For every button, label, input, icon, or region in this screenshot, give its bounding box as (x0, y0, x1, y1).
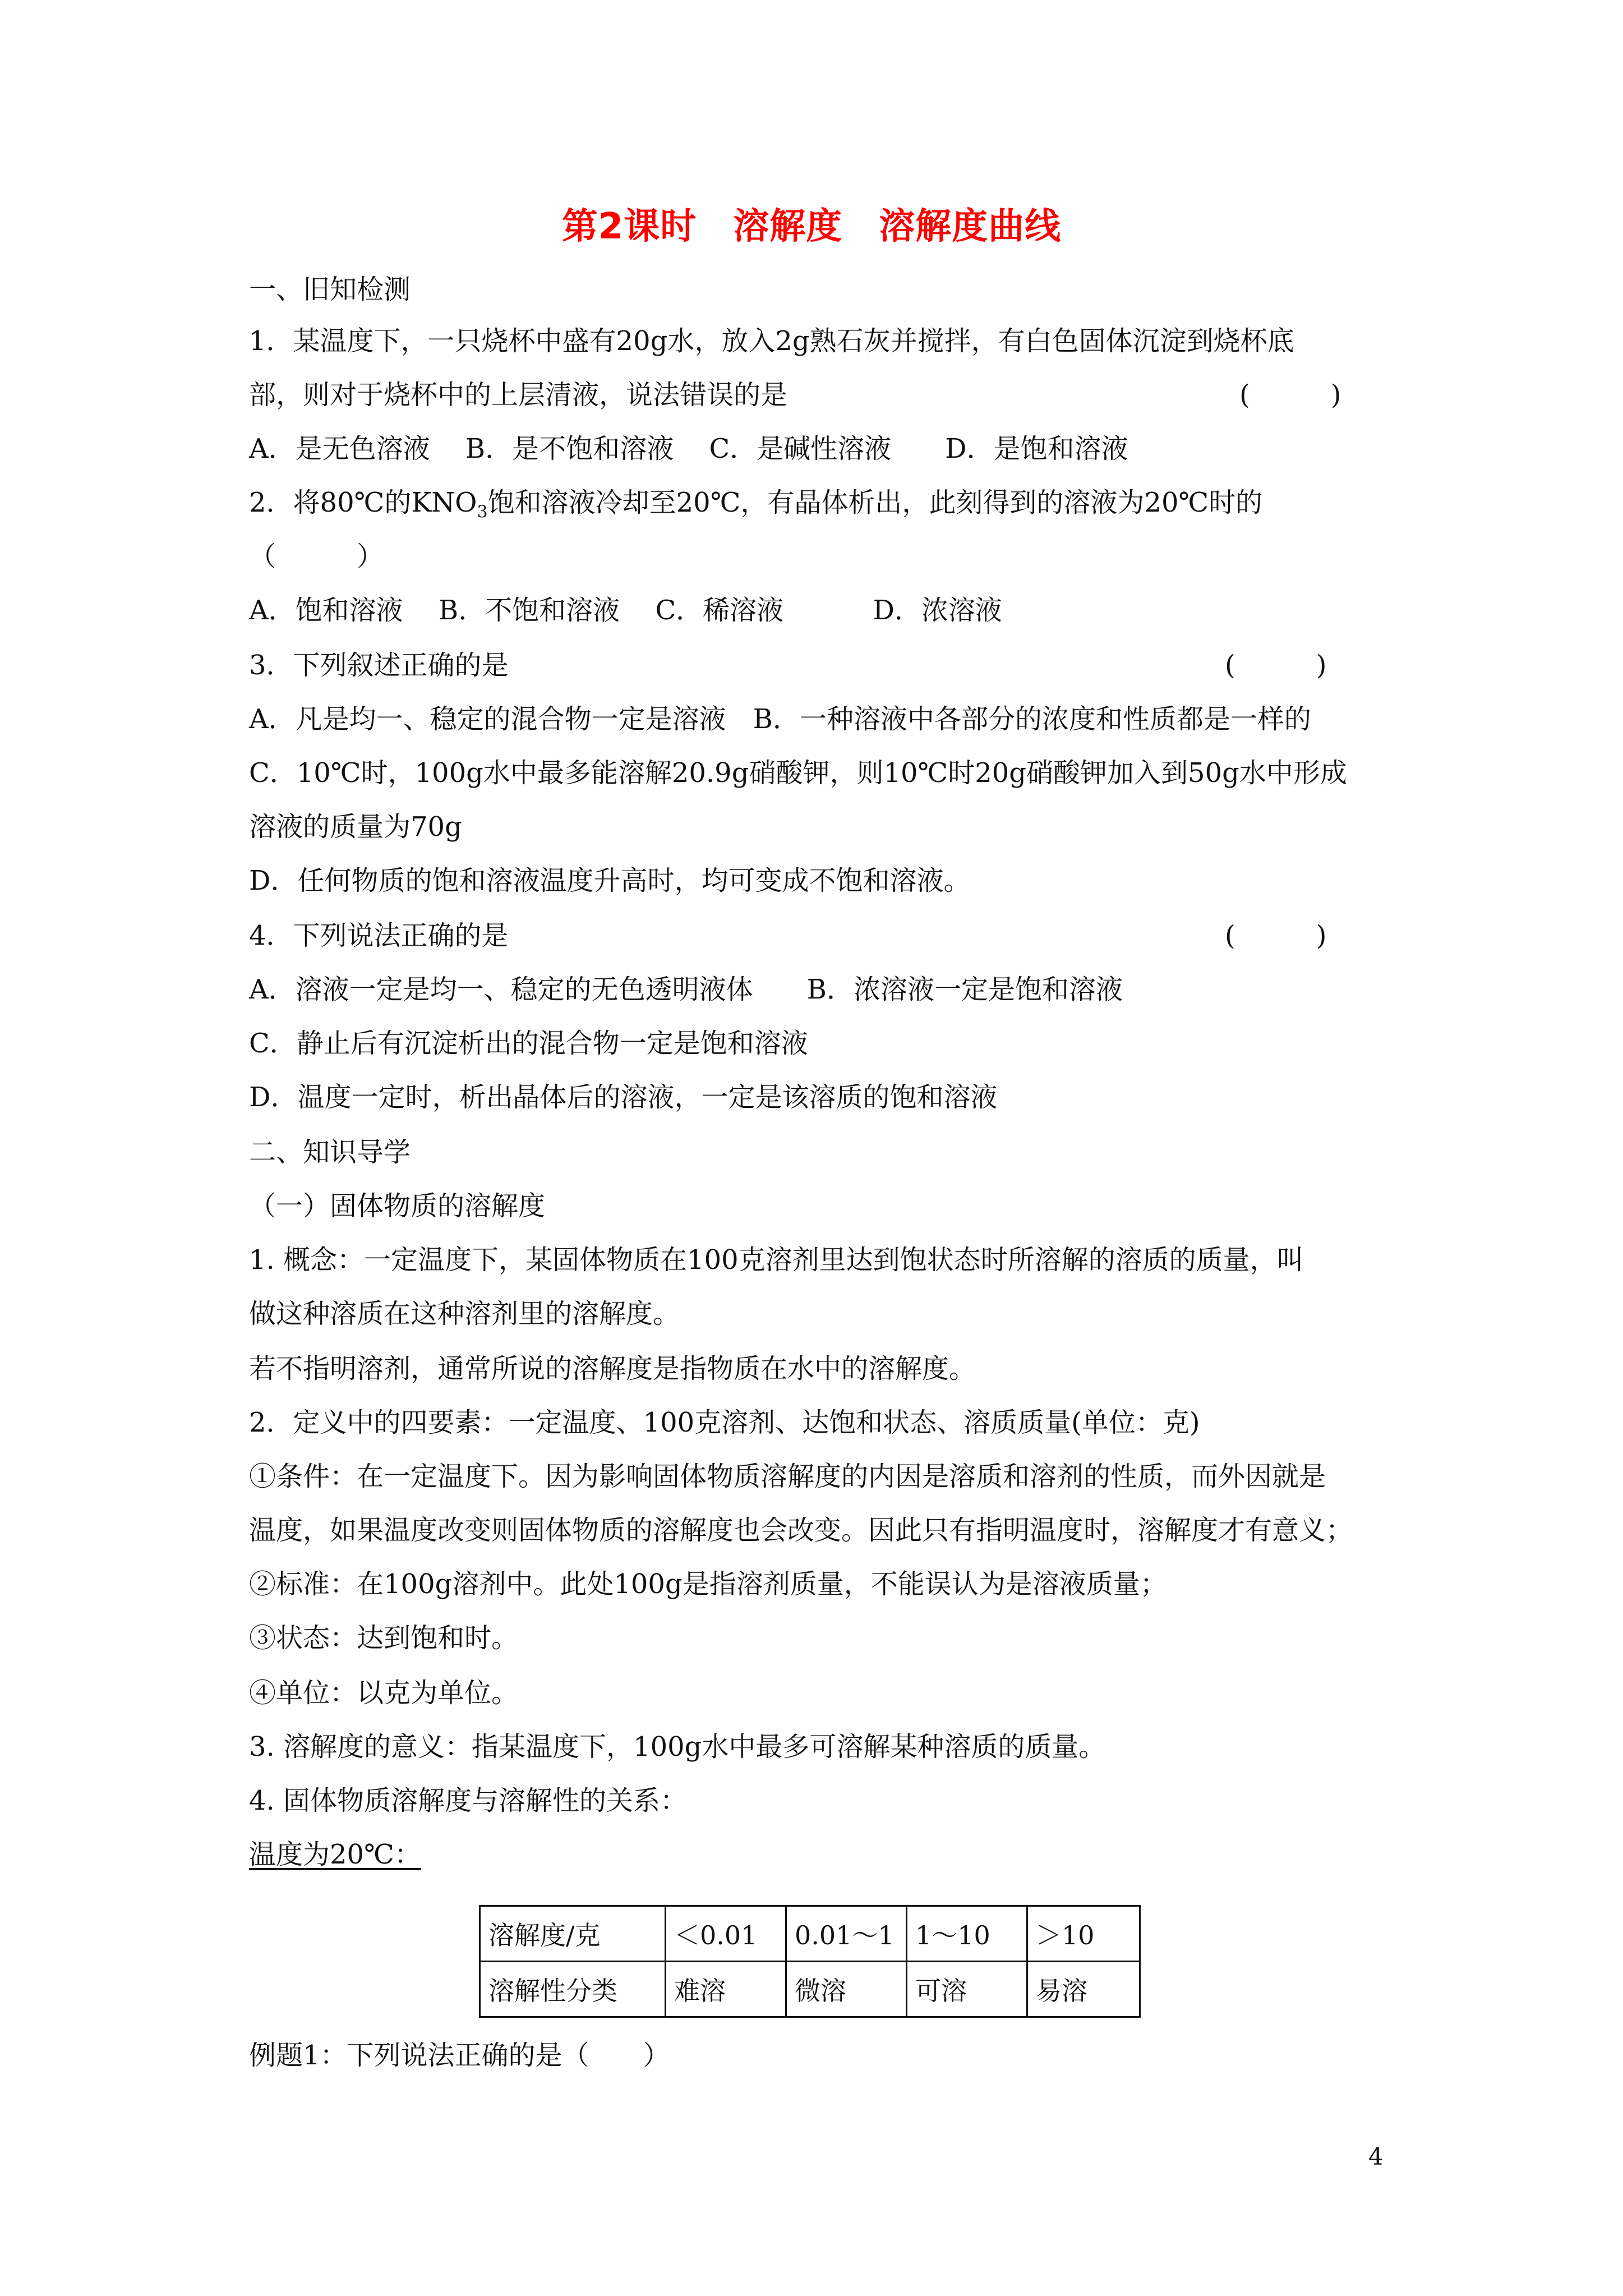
q4-option-c: C．静止后有沉淀析出的混合物一定是饱和溶液 (249, 1028, 808, 1059)
table-cell: 易溶 (1027, 1962, 1140, 2017)
table-cell: ＞10 (1027, 1906, 1140, 1962)
table-cell: 0.01～1 (786, 1906, 907, 1962)
q1-answer-paren: ( ) (1239, 379, 1341, 411)
table-cell: 1～10 (907, 1906, 1027, 1962)
solubility-table (479, 1905, 1141, 2018)
q4-answer-paren: ( ) (1225, 920, 1327, 951)
q1-line1: 1．某温度下，一只烧杯中盛有20g水，放入2g熟石灰并搅拌，有白色固体沉淀到烧杯底 (249, 325, 1294, 357)
unit-line: ④单位：以克为单位。 (249, 1677, 519, 1709)
section-heading-review: 一、旧知检测 (249, 274, 411, 305)
q2-stem-post: 饱和溶液冷却至20℃，有晶体析出，此刻得到的溶液为20℃时的 (487, 487, 1263, 518)
standard-line: ②标准：在100g溶剂中。此处100g是指溶剂质量，不能误认为是溶液质量； (249, 1568, 1167, 1600)
q4-stem: 4．下列说法正确的是 (249, 920, 509, 951)
q2-stem-pre: 2．将80℃的KNO (249, 487, 477, 518)
example-1: 例题1：下列说法正确的是（ ） (249, 2040, 670, 2071)
q2-stem-subscript: 3 (477, 502, 488, 522)
state-line: ③状态：达到饱和时。 (249, 1622, 519, 1654)
q1-options: A．是无色溶液 B．是不饱和溶液 C．是碱性溶液 D．是饱和溶液 (249, 433, 1128, 464)
concept-note: 若不指明溶剂，通常所说的溶解度是指物质在水中的溶解度。 (249, 1353, 976, 1384)
table-cell: ＜0.01 (666, 1906, 786, 1962)
temperature-label: 温度为20℃： (249, 1839, 421, 1870)
table-cell: 难溶 (666, 1962, 786, 2017)
condition-line2: 温度，如果温度改变则固体物质的溶解度也会改变。因此只有指明温度时，溶解度才有意义； (249, 1515, 1353, 1546)
concept-line1: 1. 概念：一定温度下，某固体物质在100克溶剂里达到饱状态时所溶解的溶质的质量，叫 (249, 1244, 1304, 1276)
condition-line1: ①条件：在一定温度下。因为影响固体物质溶解度的内因是溶质和溶剂的性质，而外因就是 (249, 1461, 1326, 1492)
q3-option-c-line1: C．10℃时，100g水中最多能溶解20.9g硝酸钾，则10℃时20g硝酸钾加入到50g水中形成 (249, 757, 1347, 789)
section-heading-guide: 二、知识导学 (249, 1137, 411, 1168)
concept-line2: 做这种溶质在这种溶剂里的溶解度。 (249, 1298, 680, 1329)
q3-answer-paren: ( ) (1225, 650, 1327, 681)
q3-option-a-b: A．凡是均一、稳定的混合物一定是溶液 B．一种溶液中各部分的浓度和性质都是一样的 (249, 703, 1311, 735)
q2-stem (249, 486, 1262, 530)
table-row (480, 1962, 1140, 2017)
q1-line2: 部，则对于烧杯中的上层清液，说法错误的是 (249, 379, 788, 411)
q4-option-a-b: A．溶液一定是均一、稳定的无色透明液体 B．浓溶液一定是饱和溶液 (249, 974, 1123, 1005)
q3-stem: 3．下列叙述正确的是 (249, 650, 509, 681)
table-cell: 溶解性分类 (480, 1962, 666, 2017)
page-title: 第2课时 溶解度 溶解度曲线 (561, 206, 1062, 247)
subsection-heading-solubility: （一）固体物质的溶解度 (249, 1190, 546, 1222)
meaning-line: 3. 溶解度的意义：指某温度下，100g水中最多可溶解某种溶质的质量。 (249, 1731, 1106, 1763)
q2-answer-paren: （ ） (249, 541, 384, 572)
table-cell: 可溶 (907, 1962, 1027, 2017)
q3-option-c-line2: 溶液的质量为70g (249, 811, 462, 843)
q2-options: A．饱和溶液 B．不饱和溶液 C．稀溶液 D．浓溶液 (249, 595, 1002, 626)
table-row (480, 1906, 1140, 1962)
table-cell: 溶解度/克 (480, 1906, 666, 1962)
table-cell: 微溶 (786, 1962, 907, 2017)
q4-option-d: D．温度一定时，析出晶体后的溶液，一定是该溶质的饱和溶液 (249, 1082, 998, 1113)
four-elements: 2．定义中的四要素：一定温度、100克溶剂、达饱和状态、溶质质量(单位：克) (249, 1407, 1200, 1438)
relation-line: 4. 固体物质溶解度与溶解性的关系： (249, 1785, 688, 1816)
page-number: 4 (1368, 2143, 1384, 2170)
q3-option-d: D．任何物质的饱和溶液温度升高时，均可变成不饱和溶液。 (249, 865, 971, 896)
